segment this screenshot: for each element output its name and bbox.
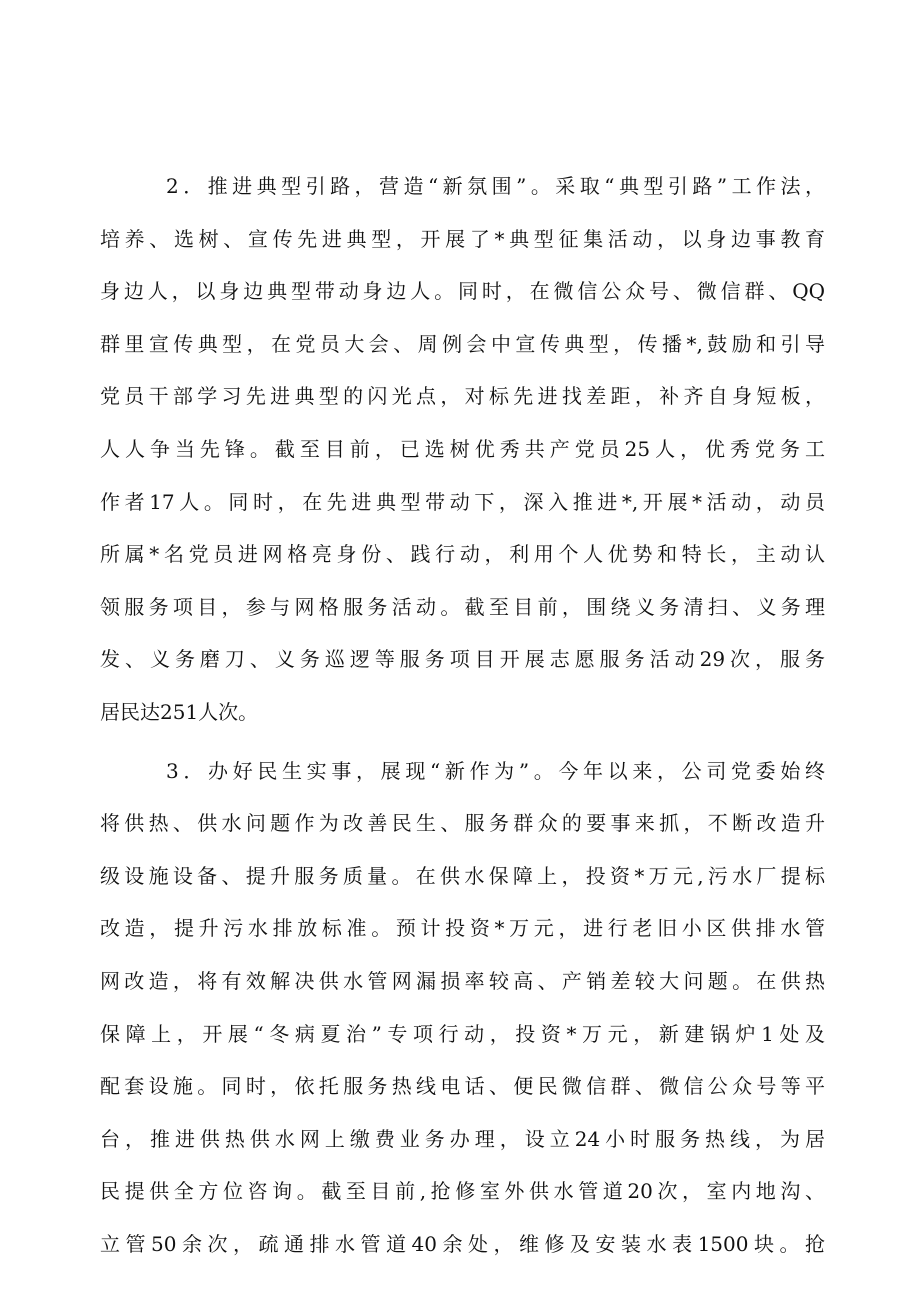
text-line: 改造，提升污水排放标准。预计投资*万元，进行老旧小区供排水管: [100, 916, 825, 941]
text-line: 群里宣传典型，在党员大会、周例会中宣传典型，传播*,鼓励和引导: [100, 331, 825, 356]
text-line: 身边人，以身边典型带动身边人。同时，在微信公众号、微信群、QQ: [100, 279, 825, 304]
text-line: 人人争当先锋。截至目前，已选树优秀共产党员25人，优秀党务工: [100, 436, 825, 461]
document-body: [100, 160, 825, 1270]
text-line: 民提供全方位咨询。截至目前,抢修室外供水管道20次，室内地沟、: [100, 1179, 825, 1204]
text-line: 将供热、供水问题作为改善民生、服务群众的要事来抓，不断改造升: [100, 811, 825, 836]
text-line: 领服务项目，参与网格服务活动。截至目前，围绕义务清扫、义务理: [100, 594, 825, 619]
text-line: 作者17人。同时，在先进典型带动下，深入推进*,开展*活动，动员: [100, 489, 825, 514]
text-line: 级设施设备、提升服务质量。在供水保障上，投资*万元,污水厂提标: [100, 863, 825, 888]
text-line: 居民达251人次。: [100, 699, 259, 724]
text-line: 发、义务磨刀、义务巡逻等服务项目开展志愿服务活动29次，服务: [100, 647, 825, 672]
text-line: 2．推进典型引路，营造“新氛围”。采取“典型引路”工作法，: [166, 174, 825, 198]
paragraph-livelihood-affairs: [100, 745, 825, 1271]
text-line: 保障上，开展“冬病夏治”专项行动，投资*万元，新建锅炉1处及: [100, 1021, 825, 1046]
text-line: 所属*名党员进网格亮身份、践行动，利用个人优势和特长，主动认: [100, 542, 825, 567]
text-line: 台，推进供热供水网上缴费业务办理，设立24小时服务热线，为居: [100, 1126, 825, 1151]
text-line: 配套设施。同时，依托服务热线电话、便民微信群、微信公众号等平: [100, 1074, 825, 1099]
text-line: 网改造，将有效解决供水管网漏损率较高、产销差较大问题。在供热: [100, 968, 825, 993]
text-line: 3．办好民生实事，展现“新作为”。今年以来，公司党委始终: [166, 758, 825, 783]
paragraph-typical-guidance: [100, 160, 825, 739]
text-line: 培养、选树、宣传先进典型，开展了*典型征集活动，以身边事教育: [100, 226, 825, 251]
text-line: 立管50余次，疏通排水管道40余处，维修及安装水表1500块。抢: [100, 1231, 825, 1256]
text-line: 党员干部学习先进典型的闪光点，对标先进找差距，补齐自身短板，: [100, 384, 825, 409]
